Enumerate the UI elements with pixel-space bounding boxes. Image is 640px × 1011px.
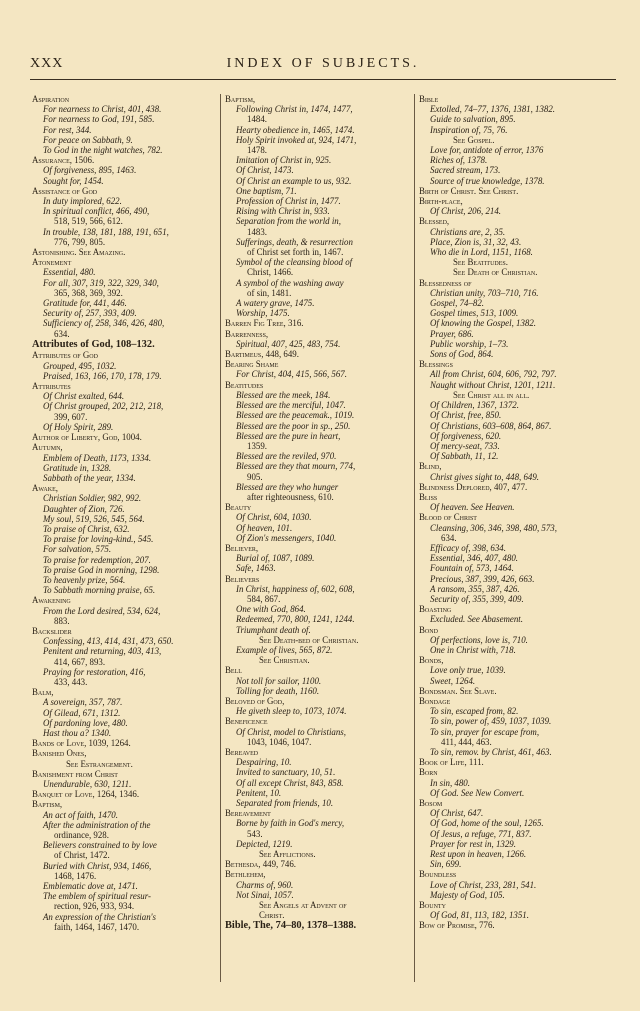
index-heading: Beatitudes	[225, 379, 264, 390]
index-continuation: 1468, 1476.	[54, 870, 97, 881]
index-subentry: Of Christ, 647.	[430, 808, 484, 819]
index-subentry: Emblem of Death, 1173, 1334.	[43, 452, 152, 463]
index-subentry: Holy Spirit invoked at, 924, 1471,	[236, 134, 357, 145]
index-subentry: Sons of God, 864.	[430, 349, 494, 360]
index-subentry: Emblematic dove at, 1471.	[43, 881, 138, 892]
index-subentry: Redeemed, 770, 800, 1241, 1244.	[236, 614, 355, 625]
index-subentry: Blessed are the peacemak., 1019.	[236, 410, 355, 421]
index-subentry: Sufferings, death, & resurrection	[236, 236, 353, 247]
index-subentry: Of Zion's messengers, 1040.	[236, 532, 337, 543]
index-subentry: Of heaven, 101.	[236, 522, 293, 533]
index-subentry: Despairing, 10.	[236, 757, 292, 768]
index-subentry: Security of, 257, 393, 409.	[43, 308, 137, 319]
index-heading: Blindness Deplored, 407, 477.	[419, 481, 528, 492]
index-subentry: Rest upon in heaven, 1266.	[430, 849, 527, 860]
index-subentry: Sought for, 1454.	[43, 175, 104, 186]
index-subentry: Security of, 355, 399, 409.	[430, 593, 524, 604]
index-continuation: after righteousness, 610.	[247, 491, 334, 502]
index-subentry: Prayer for rest in, 1329.	[430, 838, 516, 849]
index-continuation: 411, 444, 463.	[441, 736, 492, 747]
cross-reference: See Afflictions.	[259, 849, 316, 860]
index-subentry: Of Christ exalted, 644.	[43, 391, 125, 402]
index-subentry: Gratitude in, 1328.	[43, 462, 112, 473]
index-subentry: In sin, 480.	[430, 777, 470, 788]
index-continuation: 1478.	[247, 145, 267, 156]
index-subentry: Majesty of God, 105.	[430, 889, 505, 900]
index-heading: Bereaved	[225, 747, 259, 757]
index-subentry: Blessed are the poor in sp., 250.	[236, 420, 351, 431]
index-continuation: 776, 799, 805.	[54, 236, 106, 247]
column-divider	[414, 94, 415, 982]
index-heading: Banquet of Love, 1264, 1346.	[32, 789, 140, 800]
index-subentry: Of Children, 1367, 1372.	[430, 400, 519, 411]
index-subentry: Blessed are the pure in heart,	[236, 430, 341, 441]
header-rule	[30, 79, 616, 80]
index-subentry: A symbol of the washing away	[236, 277, 344, 288]
index-subentry: To sin, remov. by Christ, 461, 463.	[430, 747, 552, 757]
index-subentry: Christians are, 2, 35.	[430, 226, 506, 237]
index-subentry: Believers constrained to by love	[43, 840, 157, 851]
index-heading: Bond	[419, 624, 438, 635]
index-heading: Bliss	[419, 491, 438, 502]
index-heading: Awake,	[32, 483, 58, 494]
index-subentry: Of Holy Spirit, 289.	[43, 421, 114, 432]
index-subentry: Sacred stream, 173.	[430, 165, 501, 176]
index-subentry: For nearness to God, 191, 585.	[43, 114, 155, 125]
index-heading: Bondsman. See Slave.	[419, 685, 497, 696]
index-subentry: Praying for restoration, 416,	[43, 666, 146, 677]
index-continuation: of Christ, 1472.	[54, 850, 110, 861]
index-heading: Birth of Christ. See Christ.	[419, 185, 519, 196]
index-subentry: Precious, 387, 399, 426, 663.	[430, 573, 535, 584]
index-heading: Backslider	[32, 625, 72, 636]
index-subentry: To praise of Christ, 632.	[43, 523, 130, 534]
index-heading: Aspiration	[32, 94, 70, 104]
index-subentry: Essential, 346, 407, 480.	[430, 553, 519, 564]
index-column-1	[32, 94, 218, 932]
index-heading: Blind,	[419, 461, 442, 472]
index-subentry: Penitent, 10.	[236, 787, 282, 798]
index-subentry: Buried with Christ, 934, 1466,	[43, 860, 152, 871]
index-subentry: All from Christ, 604, 606, 792, 797.	[430, 369, 557, 380]
index-subentry: From the Lord desired, 534, 624,	[43, 605, 161, 616]
index-subentry: Christian unity, 703–710, 716.	[430, 287, 539, 298]
index-heading: Bearing Shame	[225, 359, 279, 370]
index-subentry: Fountain of, 573, 1464.	[430, 563, 514, 574]
index-subentry: Naught without Christ, 1201, 1211.	[430, 379, 556, 390]
index-heading: Assistance of God	[32, 185, 98, 196]
index-heading: Bounty	[419, 900, 446, 911]
index-heading: Blood of Christ	[419, 512, 477, 523]
index-heading: Blessings	[419, 359, 453, 370]
index-heading: Bell	[225, 665, 242, 676]
index-subentry: Place, Zion is, 31, 32, 43.	[430, 236, 522, 247]
index-section-heading: Bible, The, 74–80, 1378–1388.	[225, 920, 357, 932]
index-subentry: Love for, antidote of error, 1376	[430, 145, 544, 156]
index-subentry: Christ gives sight to, 448, 649.	[430, 471, 539, 482]
index-subentry: To sin, prayer for escape from,	[430, 726, 540, 737]
index-subentry: Triumphant death of.	[236, 624, 311, 635]
column-divider	[220, 94, 221, 982]
index-subentry: To praise for redemption, 207.	[43, 554, 151, 565]
index-subentry: Blessed are they that mourn, 774,	[236, 461, 356, 472]
index-subentry: Extolled, 74–77, 1376, 1381, 1382.	[430, 104, 555, 115]
index-heading: Attributes of God	[32, 350, 98, 361]
index-subentry: Love of Christ, 233, 281, 541.	[430, 879, 537, 890]
index-heading: Barrenness,	[225, 328, 269, 339]
index-heading: Bondage	[419, 695, 451, 706]
index-subentry: Charms of, 960.	[236, 879, 294, 890]
index-subentry: Burial of, 1087, 1089.	[236, 553, 315, 564]
index-heading: Book of Life, 111.	[419, 757, 484, 768]
index-continuation: 433, 443.	[54, 676, 88, 687]
index-continuation: 634.	[441, 532, 457, 543]
index-subentry: After the administration of the	[43, 819, 151, 830]
index-subentry: Hast thou a? 1340.	[43, 727, 112, 738]
cross-reference: Christ.	[259, 910, 285, 921]
index-subentry: Depicted, 1219.	[236, 838, 293, 849]
cross-reference: See Estrangement.	[66, 758, 133, 769]
index-heading: Boasting	[419, 604, 452, 615]
index-heading: Boundless	[419, 869, 457, 880]
index-subentry: In duty implored, 622.	[43, 196, 122, 207]
index-continuation: of sin, 1481.	[247, 287, 292, 298]
index-heading: Baptism,	[225, 94, 256, 104]
index-subentry: To praise God in morning, 1298.	[43, 564, 160, 575]
index-heading: Born	[419, 767, 438, 778]
index-subentry: Not toll for sailor, 1100.	[236, 675, 322, 686]
index-heading: Assurance, 1506.	[32, 155, 95, 166]
index-heading: Atonement	[32, 257, 72, 268]
index-subentry: Of Christ, 604, 1030.	[236, 512, 312, 523]
index-subentry: Of forgiveness, 895, 1463.	[43, 165, 137, 176]
index-continuation: faith, 1464, 1467, 1470.	[54, 921, 140, 932]
index-subentry: Sufficiency of, 258, 346, 426, 480,	[43, 318, 165, 329]
index-subentry: Of Jesus, a refuge, 771, 837.	[430, 828, 532, 839]
cross-reference: See Death-bed of Christian.	[259, 634, 359, 645]
index-subentry: Excluded. See Abasement.	[430, 614, 523, 625]
index-continuation: 883.	[54, 615, 70, 626]
index-subentry: One with God, 864.	[236, 604, 306, 615]
index-subentry: Who die in Lord, 1151, 1168.	[430, 247, 533, 258]
index-continuation: 518, 519, 566, 612.	[54, 216, 123, 227]
index-subentry: Of Christ, free, 850.	[430, 410, 502, 421]
index-subentry: Rising with Christ in, 933.	[236, 206, 330, 217]
index-subentry: Of mercy-seat, 733.	[430, 440, 500, 451]
index-heading: Bonds,	[419, 655, 444, 666]
index-subentry: Worship, 1475.	[236, 308, 290, 319]
index-subentry: One in Christ with, 718.	[430, 644, 516, 655]
index-heading: Attributes	[32, 381, 71, 392]
page-header	[30, 56, 616, 72]
index-subentry: He giveth sleep to, 1073, 1074.	[236, 706, 347, 717]
index-subentry: Love only true, 1039.	[430, 665, 506, 676]
cross-reference: See Christ all in all.	[453, 389, 530, 400]
index-subentry: Blessed are the reviled, 970.	[236, 451, 337, 462]
index-subentry: Tolling for death, 1160.	[236, 685, 320, 696]
index-heading: Bereavement	[225, 808, 271, 819]
index-subentry: Of God. See New Convert.	[430, 787, 525, 798]
index-subentry: Blessed are they who hunger	[236, 481, 339, 492]
index-subentry: Inspiration of, 75, 76.	[430, 124, 508, 135]
index-subentry: Unendurable, 630, 1211.	[43, 779, 132, 789]
page-title: INDEX OF SUBJECTS.	[226, 56, 420, 71]
index-subentry: To heavenly prize, 564.	[43, 574, 126, 585]
index-continuation: ordinance, 928.	[54, 830, 109, 841]
cross-reference: See Christian.	[259, 655, 310, 666]
index-continuation: 365, 368, 369, 392.	[54, 287, 123, 298]
index-subentry: Safe, 1463.	[236, 563, 276, 574]
index-subentry: Praised, 163, 166, 170, 178, 179.	[43, 370, 162, 381]
index-subentry: In spiritual conflict, 466, 490,	[43, 206, 150, 217]
index-heading: Bible	[419, 94, 439, 104]
index-subentry: Penitent and returning, 403, 413,	[43, 646, 162, 657]
index-heading: Birth-place,	[419, 196, 463, 207]
index-subentry: Sweet, 1264.	[430, 675, 476, 686]
index-subentry: For salvation, 575.	[43, 544, 112, 555]
index-subentry: Not Sinai, 1057.	[236, 889, 294, 900]
index-heading: Beloved of God,	[225, 695, 285, 706]
index-subentry: In Christ, happiness of, 602, 608,	[236, 583, 355, 594]
index-heading: Baptism,	[32, 799, 63, 810]
index-heading: Beauty	[225, 502, 252, 513]
index-subentry: Spiritual, 407, 425, 483, 754.	[236, 338, 341, 349]
cross-reference: See Beatitudes.	[453, 257, 508, 268]
index-continuation: 584, 867.	[247, 593, 281, 604]
index-subentry: Of Christ, 1473.	[236, 165, 294, 176]
index-heading: Bethlehem,	[225, 869, 266, 880]
index-subentry: For nearness to Christ, 401, 438.	[43, 104, 162, 115]
index-subentry: Essential, 480.	[43, 267, 96, 278]
index-subentry: Of all except Christ, 843, 858.	[236, 777, 344, 788]
index-subentry: Public worship, 1–73.	[430, 338, 509, 349]
index-heading: Banished Ones,	[32, 748, 87, 759]
index-subentry: Efficacy of, 398, 634.	[430, 542, 506, 553]
index-subentry: Of Christ, 206, 214.	[430, 206, 502, 217]
index-subentry: Gratitude for, 441, 446.	[43, 298, 127, 309]
index-subentry: For peace on Sabbath, 9.	[43, 134, 133, 145]
index-subentry: Of knowing the Gospel, 1382.	[430, 318, 536, 329]
index-heading: Author of Liberty, God, 1004.	[32, 432, 142, 443]
index-subentry: One baptism, 71.	[236, 185, 297, 196]
index-column-3	[419, 94, 605, 931]
index-heading: Blessedness of	[419, 277, 472, 288]
index-heading: Barren Fig Tree, 316.	[225, 318, 304, 329]
index-subentry: Of Christ, model to Christians,	[236, 726, 346, 737]
index-heading: Bethesda, 449, 746.	[225, 859, 296, 870]
index-heading: Bosom	[419, 798, 443, 809]
index-heading: Bands of Love, 1039, 1264.	[32, 738, 131, 749]
index-subentry: Grouped, 495, 1032.	[43, 360, 117, 371]
cross-reference: See Angels at Advent of	[259, 900, 347, 911]
index-subentry: Gospel, 74–82.	[430, 298, 484, 309]
index-continuation: of Christ set forth in, 1467.	[247, 247, 344, 258]
index-subentry: Of perfections, love is, 710.	[430, 634, 528, 645]
index-subentry: Of Sabbath, 11, 12.	[430, 451, 499, 462]
index-heading: Believers	[225, 573, 260, 584]
index-continuation: 634.	[54, 328, 70, 339]
index-subentry: My soul, 519, 526, 545, 564.	[43, 513, 145, 524]
index-heading: Balm,	[32, 687, 54, 698]
index-subentry: Gospel times, 513, 1009.	[430, 308, 519, 319]
index-heading: Beneficence	[225, 716, 268, 727]
index-subentry: For Christ, 404, 415, 566, 567.	[236, 369, 347, 380]
index-subentry: Sin, 699.	[430, 859, 462, 870]
index-subentry: Borne by faith in God's mercy,	[236, 818, 345, 829]
cross-reference: See Death of Christian.	[453, 267, 538, 278]
index-continuation: Christ, 1466.	[247, 267, 294, 278]
index-subentry: Of God, home of the soul, 1265.	[430, 818, 544, 829]
index-subentry: Blessed are the meek, 184.	[236, 389, 331, 400]
index-subentry: To sin, escaped from, 82.	[430, 706, 519, 717]
index-continuation: 543.	[247, 828, 263, 839]
index-subentry: Of Gilead, 671, 1312.	[43, 707, 121, 718]
index-subentry: Of forgiveness, 620.	[430, 430, 502, 441]
index-subentry: Blessed are the merciful, 1047.	[236, 400, 346, 411]
index-subentry: Of pardoning love, 480.	[43, 717, 128, 728]
index-subentry: Imitation of Christ in, 925.	[236, 155, 332, 166]
index-subentry: Following Christ in, 1474, 1477,	[236, 104, 353, 115]
index-subentry: Cleansing, 306, 346, 398, 480, 573,	[430, 522, 557, 533]
index-subentry: Prayer, 686.	[430, 328, 474, 339]
index-subentry: Guide to salvation, 895.	[430, 114, 516, 125]
index-continuation: 905.	[247, 471, 263, 482]
index-subentry: Daughter of Zion, 726.	[43, 503, 125, 514]
index-heading: Blessed,	[419, 216, 450, 227]
index-subentry: Sabbath of the year, 1334.	[43, 472, 136, 483]
index-subentry: Of Christ grouped, 202, 212, 218,	[43, 401, 164, 412]
index-subentry: Of heaven. See Heaven.	[430, 502, 515, 513]
index-continuation: rection, 926, 933, 934.	[54, 901, 135, 912]
index-subentry: Symbol of the cleansing blood of	[236, 257, 353, 268]
index-subentry: Of Christ an example to us, 932.	[236, 175, 352, 186]
index-continuation: 1483.	[247, 226, 267, 237]
index-subentry: To Sabbath morning praise, 65.	[43, 585, 156, 596]
index-continuation: 1484.	[247, 114, 267, 125]
index-subentry: Source of true knowledge, 1378.	[430, 175, 545, 186]
index-subentry: The emblem of spiritual resur-	[43, 891, 151, 902]
index-section-heading: Attributes of God, 108–132.	[32, 338, 155, 350]
index-subentry: Christian Soldier, 982, 992.	[43, 493, 142, 504]
index-continuation: 414, 667, 893.	[54, 656, 106, 667]
index-subentry: Separation from the world in,	[236, 216, 341, 227]
index-subentry: Of Christians, 603–608, 864, 867.	[430, 420, 552, 431]
index-column-2	[225, 94, 411, 932]
cross-reference: See Gospel.	[453, 134, 495, 145]
index-subentry: Separated from friends, 10.	[236, 798, 334, 809]
index-subentry: Confessing, 413, 414, 431, 473, 650.	[43, 636, 174, 647]
index-heading: Autumn,	[32, 442, 63, 453]
index-subentry: To praise for loving-kind., 545.	[43, 534, 154, 545]
index-continuation: 1359.	[247, 440, 267, 451]
index-subentry: A sovereign, 357, 787.	[43, 697, 123, 708]
index-subentry: A ransom, 355, 387, 426.	[430, 583, 520, 594]
index-subentry: For rest, 344.	[43, 124, 92, 135]
index-subentry: Riches of, 1378.	[430, 155, 488, 166]
index-subentry: Example of lives, 565, 872.	[236, 644, 333, 655]
index-subentry: For all, 307, 319, 322, 329, 340,	[43, 277, 159, 288]
index-subentry: In trouble, 138, 181, 188, 191, 651,	[43, 226, 169, 237]
page-number: XXX	[30, 56, 64, 71]
index-heading: Bow of Promise, 776.	[419, 920, 495, 931]
index-subentry: To God in the night watches, 782.	[43, 145, 163, 156]
index-heading: Astonishing. See Amazing.	[32, 247, 126, 258]
index-subentry: An expression of the Christian's	[43, 911, 156, 922]
index-heading: Believer,	[225, 542, 259, 553]
index-subentry: An act of faith, 1470.	[43, 809, 118, 820]
index-subentry: Hearty obedience in, 1465, 1474.	[236, 124, 355, 135]
index-subentry: To sin, power of, 459, 1037, 1039.	[430, 716, 552, 727]
index-heading: Awakening	[32, 595, 71, 606]
index-subentry: Profession of Christ in, 1477.	[236, 196, 341, 207]
index-subentry: Of God, 81, 113, 182, 1351.	[430, 910, 529, 921]
index-continuation: 399, 607.	[54, 411, 88, 422]
index-subentry: Invited to sanctuary, 10, 51.	[236, 767, 336, 778]
index-heading: Bartimeus, 448, 649.	[225, 349, 299, 360]
index-continuation: 1043, 1046, 1047.	[247, 736, 312, 747]
index-heading: Banishment from Christ	[32, 768, 118, 779]
index-subentry: A watery grave, 1475.	[236, 298, 315, 309]
